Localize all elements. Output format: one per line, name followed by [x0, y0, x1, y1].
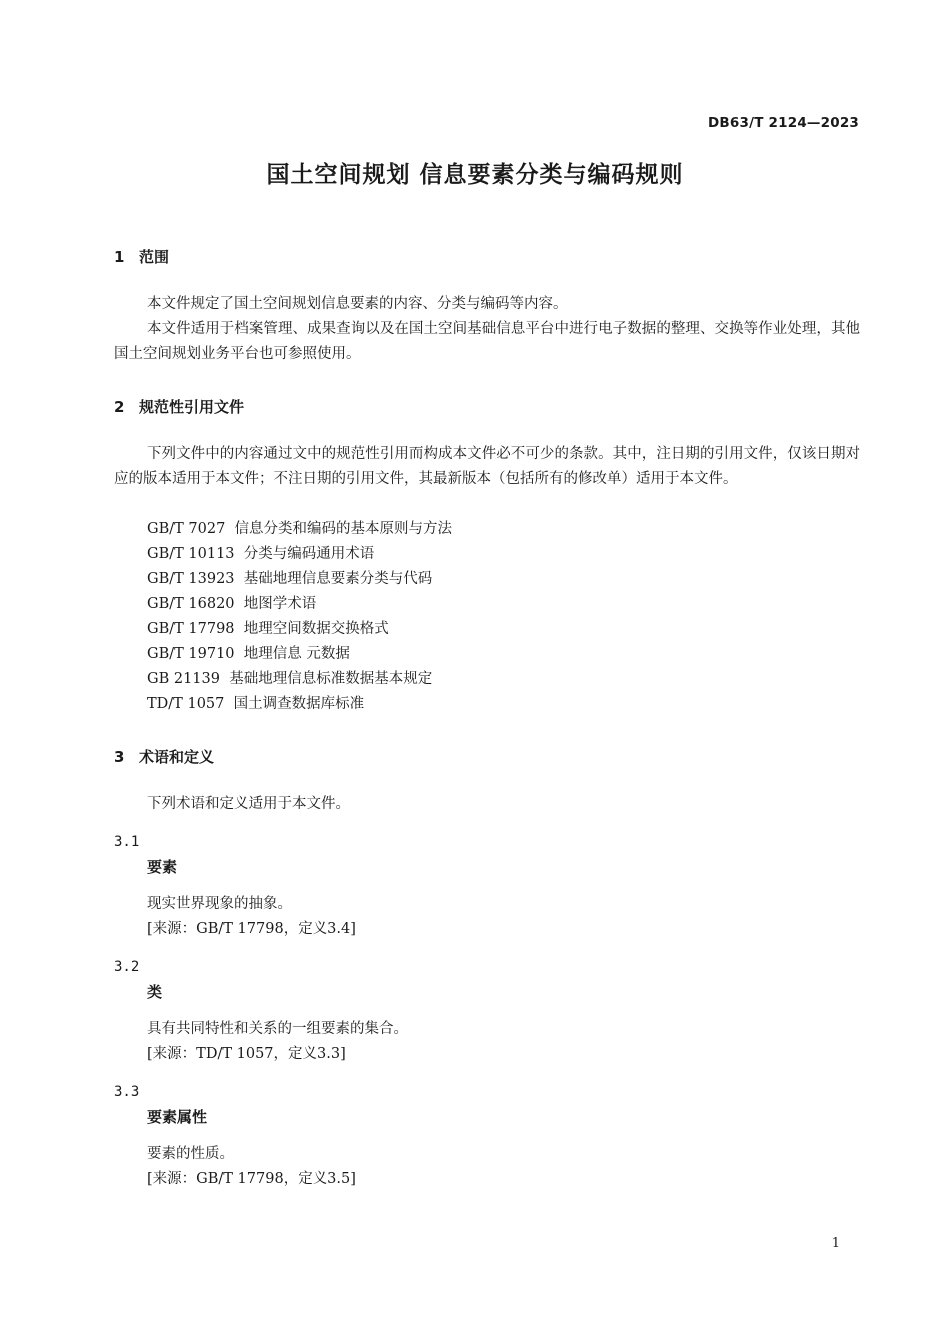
reference-item — [147, 592, 316, 617]
section-title: 规范性引用文件 — [139, 398, 245, 416]
reference-item — [147, 642, 350, 667]
normative-intro: 下列文件中的内容通过文中的规范性引用而构成本文件必不可少的条款。其中，注日期的引用文件，仅该日期对应的版本适用于本文件；不注日期的引用文件，其最新版本（包括所有的修改单）适用于本文件。 — [114, 446, 860, 487]
reference-code: GB/T 17798 — [147, 621, 235, 637]
term-name: 要素属性 — [147, 1108, 208, 1126]
term-number: 3.2 — [114, 959, 140, 975]
section-heading-scope — [114, 246, 169, 267]
reference-code: GB/T 13923 — [147, 571, 235, 587]
section-heading-normative — [114, 396, 244, 417]
term-source: [来源：GB/T 17798，定义3.5] — [147, 1171, 356, 1187]
reference-title: 信息分类和编码的基本原则与方法 — [234, 521, 453, 537]
reference-item — [147, 542, 374, 567]
reference-title: 国土调查数据库标准 — [233, 696, 365, 712]
term-definition: 要素的性质。 — [147, 1146, 234, 1162]
term-definition: 现实世界现象的抽象。 — [147, 896, 292, 912]
term-definition: 具有共同特性和关系的一组要素的集合。 — [147, 1021, 408, 1037]
terms-intro: 下列术语和定义适用于本文件。 — [147, 796, 350, 812]
document-code: DB63/T 2124—2023 — [708, 115, 859, 131]
section-number: 1 — [114, 248, 125, 266]
reference-title: 分类与编码通用术语 — [243, 546, 375, 562]
reference-code: GB 21139 — [147, 671, 220, 687]
reference-title: 地图学术语 — [243, 596, 317, 612]
term-name: 要素 — [147, 858, 178, 876]
section-title: 范围 — [139, 248, 170, 266]
term-name: 类 — [147, 983, 163, 1001]
reference-title: 地理信息 元数据 — [243, 646, 350, 662]
reference-title: 地理空间数据交换格式 — [243, 621, 389, 637]
reference-item — [147, 692, 364, 717]
reference-code: GB/T 10113 — [147, 546, 235, 562]
reference-item — [147, 667, 432, 692]
section-heading-terms — [114, 746, 214, 767]
page-title: 国土空间规划 信息要素分类与编码规则 — [266, 162, 684, 188]
reference-title: 基础地理信息标准数据基本规定 — [229, 671, 433, 687]
scope-paragraph: 本文件适用于档案管理、成果查询以及在国土空间基础信息平台中进行电子数据的整理、交换等作业处理，其他国土空间规划业务平台也可参照使用。 — [114, 321, 860, 362]
reference-title: 基础地理信息要素分类与代码 — [243, 571, 433, 587]
section-number: 3 — [114, 748, 125, 766]
reference-code: TD/T 1057 — [147, 696, 225, 712]
reference-code: GB/T 7027 — [147, 521, 226, 537]
page-number: 1 — [831, 1236, 840, 1251]
reference-item — [147, 567, 432, 592]
section-title: 术语和定义 — [139, 748, 215, 766]
scope-paragraph: 本文件规定了国土空间规划信息要素的内容、分类与编码等内容。 — [147, 296, 568, 312]
reference-code: GB/T 19710 — [147, 646, 235, 662]
term-source: [来源：GB/T 17798，定义3.4] — [147, 921, 356, 937]
reference-code: GB/T 16820 — [147, 596, 235, 612]
reference-item — [147, 617, 389, 642]
section-number: 2 — [114, 398, 125, 416]
term-number: 3.3 — [114, 1084, 140, 1100]
reference-item — [147, 517, 452, 542]
term-source: [来源：TD/T 1057，定义3.3] — [147, 1046, 346, 1062]
term-number: 3.1 — [114, 834, 140, 850]
